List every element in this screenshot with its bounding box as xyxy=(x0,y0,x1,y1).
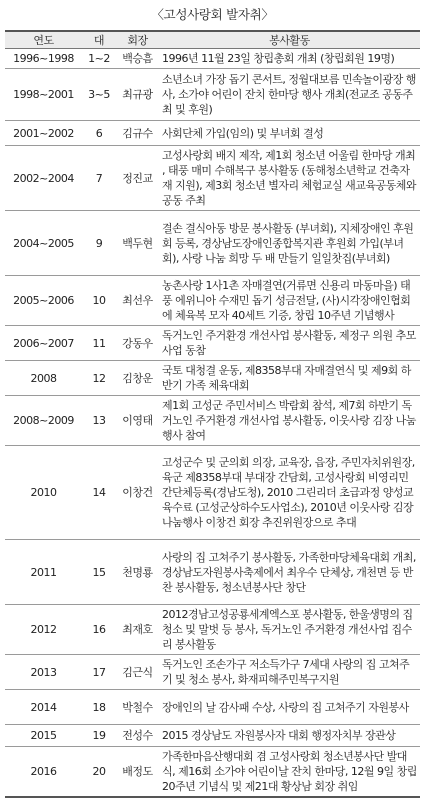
row-generation: 10 xyxy=(82,276,116,326)
table-row xyxy=(5,747,420,798)
row-generation: 18 xyxy=(82,690,116,725)
row-year: 2010 xyxy=(5,446,82,540)
row-year: 2002~2004 xyxy=(5,146,82,211)
row-chair: 김근식 xyxy=(116,655,159,690)
table-row xyxy=(5,146,420,211)
row-activity: 국토 대청결 운동, 제8358부대 자매결연식 및 제9회 하반기 가족 체육대회 xyxy=(159,361,420,396)
row-year: 2013 xyxy=(5,655,82,690)
row-chair: 정진교 xyxy=(116,146,159,211)
table-row xyxy=(5,396,420,446)
row-generation: 3~5 xyxy=(82,69,116,121)
row-activity: 독거노인 주거환경 개선사업 봉사활동, 제정구 의원 추모사업 동참 xyxy=(159,326,420,361)
table-row xyxy=(5,690,420,725)
row-year: 2008~2009 xyxy=(5,396,82,446)
row-year: 1996~1998 xyxy=(5,49,82,69)
row-chair: 최재호 xyxy=(116,605,159,655)
row-year: 2014 xyxy=(5,690,82,725)
header-generation: 대 xyxy=(82,31,116,49)
row-activity: 사회단체 가입(임의) 및 부녀회 결성 xyxy=(159,121,420,146)
row-year: 2016 xyxy=(5,747,82,798)
table-row xyxy=(5,69,420,121)
row-activity: 농촌사랑 1사1촌 자매결연(거류면 신용리 마동마을) 태풍 에위니아 수재민 돕기 성금전달, (사)시각장애인협회에 체육복 모자 40세트 기증, 창립 10주년 기념행사 xyxy=(159,276,420,326)
row-chair: 김규수 xyxy=(116,121,159,146)
row-activity: 독거노인 조손가구 저소득가구 7세대 사랑의 집 고쳐주기 및 청소 봉사, 화재피해주민복구지원 xyxy=(159,655,420,690)
table-row xyxy=(5,446,420,540)
row-activity: 사랑의 집 고쳐주기 봉사활동, 가족한마당체육대회 개최, 경상남도자원봉사축제에서 최우수 단체상, 개천면 등 반찬 봉사활동, 청소년봉사단 창단 xyxy=(159,540,420,605)
row-generation: 19 xyxy=(82,725,116,747)
row-chair: 강동우 xyxy=(116,326,159,361)
row-activity: 고성군수 및 군의회 의장, 교육장, 읍장, 주민자치위원장, 육군 제8358부대 부대장 간담회, 고성사랑회 비영리민간단체등록(경남도청), 2010 그린리더 초급과정 양성교육수료 (고성군상하수도사업소), 2010년 이웃사랑 김장나눔행사 이창건 회장 추진위원장으로 추대 xyxy=(159,446,420,540)
row-year: 1998~2001 xyxy=(5,69,82,121)
row-chair: 이영태 xyxy=(116,396,159,446)
row-year: 2012 xyxy=(5,605,82,655)
row-generation: 1~2 xyxy=(82,49,116,69)
row-chair: 이창건 xyxy=(116,446,159,540)
row-chair: 전성수 xyxy=(116,725,159,747)
row-generation: 17 xyxy=(82,655,116,690)
row-year: 2011 xyxy=(5,540,82,605)
row-year: 2015 xyxy=(5,725,82,747)
row-activity: 결손 결식아동 방문 봉사활동 (부녀회), 지체장애인 후원회 등록, 경상남도장애인종합복지관 후원회 가입(부녀회), 사랑 나눔 희망 두 배 만들기 일일찻집(부녀회) xyxy=(159,211,420,276)
row-year: 2006~2007 xyxy=(5,326,82,361)
row-activity: 1996년 11월 23일 창립총회 개최 (창립회원 19명) xyxy=(159,49,420,69)
row-generation: 15 xyxy=(82,540,116,605)
table-row xyxy=(5,276,420,326)
row-year: 2004~2005 xyxy=(5,211,82,276)
row-chair: 김창운 xyxy=(116,361,159,396)
row-activity: 가족한마음산행대회 겸 고성사랑회 청소년봉사단 발대식, 제16회 소가야 어린이날 잔치 한마당, 12월 9일 창립20주년 기념식 및 제21대 황상남 회장 취임 xyxy=(159,747,420,798)
table-row xyxy=(5,725,420,747)
row-year: 2008 xyxy=(5,361,82,396)
header-chair: 회장 xyxy=(116,31,159,49)
history-table xyxy=(5,30,420,798)
table-row xyxy=(5,121,420,146)
row-generation: 9 xyxy=(82,211,116,276)
table-row xyxy=(5,211,420,276)
row-generation: 11 xyxy=(82,326,116,361)
table-row xyxy=(5,605,420,655)
row-activity: 2015 경상남도 자원봉사자 대회 행정자치부 장관상 xyxy=(159,725,420,747)
row-activity: 고성사랑회 배지 제작, 제1회 청소년 어울림 한마당 개최 , 태풍 매미 수해복구 봉사활동 (동해청소년학교 건축자재 지원), 제3회 청소년 별자리 체험교실 새교육공동체와 공동 주최 xyxy=(159,146,420,211)
row-generation: 6 xyxy=(82,121,116,146)
header-activity: 봉사활동 xyxy=(159,31,420,49)
row-chair: 백두현 xyxy=(116,211,159,276)
table-row xyxy=(5,326,420,361)
table-row xyxy=(5,540,420,605)
row-chair: 박철수 xyxy=(116,690,159,725)
header-year: 연도 xyxy=(5,31,82,49)
row-generation: 20 xyxy=(82,747,116,798)
row-chair: 배정도 xyxy=(116,747,159,798)
row-generation: 16 xyxy=(82,605,116,655)
row-chair: 천명룡 xyxy=(116,540,159,605)
table-header-row xyxy=(5,31,420,49)
row-year: 2001~2002 xyxy=(5,121,82,146)
row-generation: 12 xyxy=(82,361,116,396)
row-chair: 최규광 xyxy=(116,69,159,121)
row-chair: 최선우 xyxy=(116,276,159,326)
table-row xyxy=(5,655,420,690)
row-activity: 장애인의 날 감사패 수상, 사랑의 집 고쳐주기 자원봉사 xyxy=(159,690,420,725)
row-generation: 13 xyxy=(82,396,116,446)
row-generation: 7 xyxy=(82,146,116,211)
row-activity: 제1회 고성군 주민서비스 박람회 참석, 제7회 하반기 독거노인 주거환경 개선사업 봉사활동, 이웃사랑 김장 나눔 행사 참여 xyxy=(159,396,420,446)
row-chair: 백승흠 xyxy=(116,49,159,69)
row-year: 2005~2006 xyxy=(5,276,82,326)
row-generation: 14 xyxy=(82,446,116,540)
page-title: 〈고성사랑회 발자취〉 xyxy=(151,7,274,22)
table-row xyxy=(5,49,420,69)
row-activity: 소년소녀 가장 돕기 콘서트, 정월대보름 민속놀이광장 행사, 소가야 어린이 잔치 한마당 행사 개최(전교조 공동주최 및 후원) xyxy=(159,69,420,121)
row-activity: 2012경남고성공룡세계엑스포 봉사활동, 한울생명의 집 청소 및 말벗 등 봉사, 독거노인 주거환경 개선사업 집수리 봉사활동 xyxy=(159,605,420,655)
table-row xyxy=(5,361,420,396)
